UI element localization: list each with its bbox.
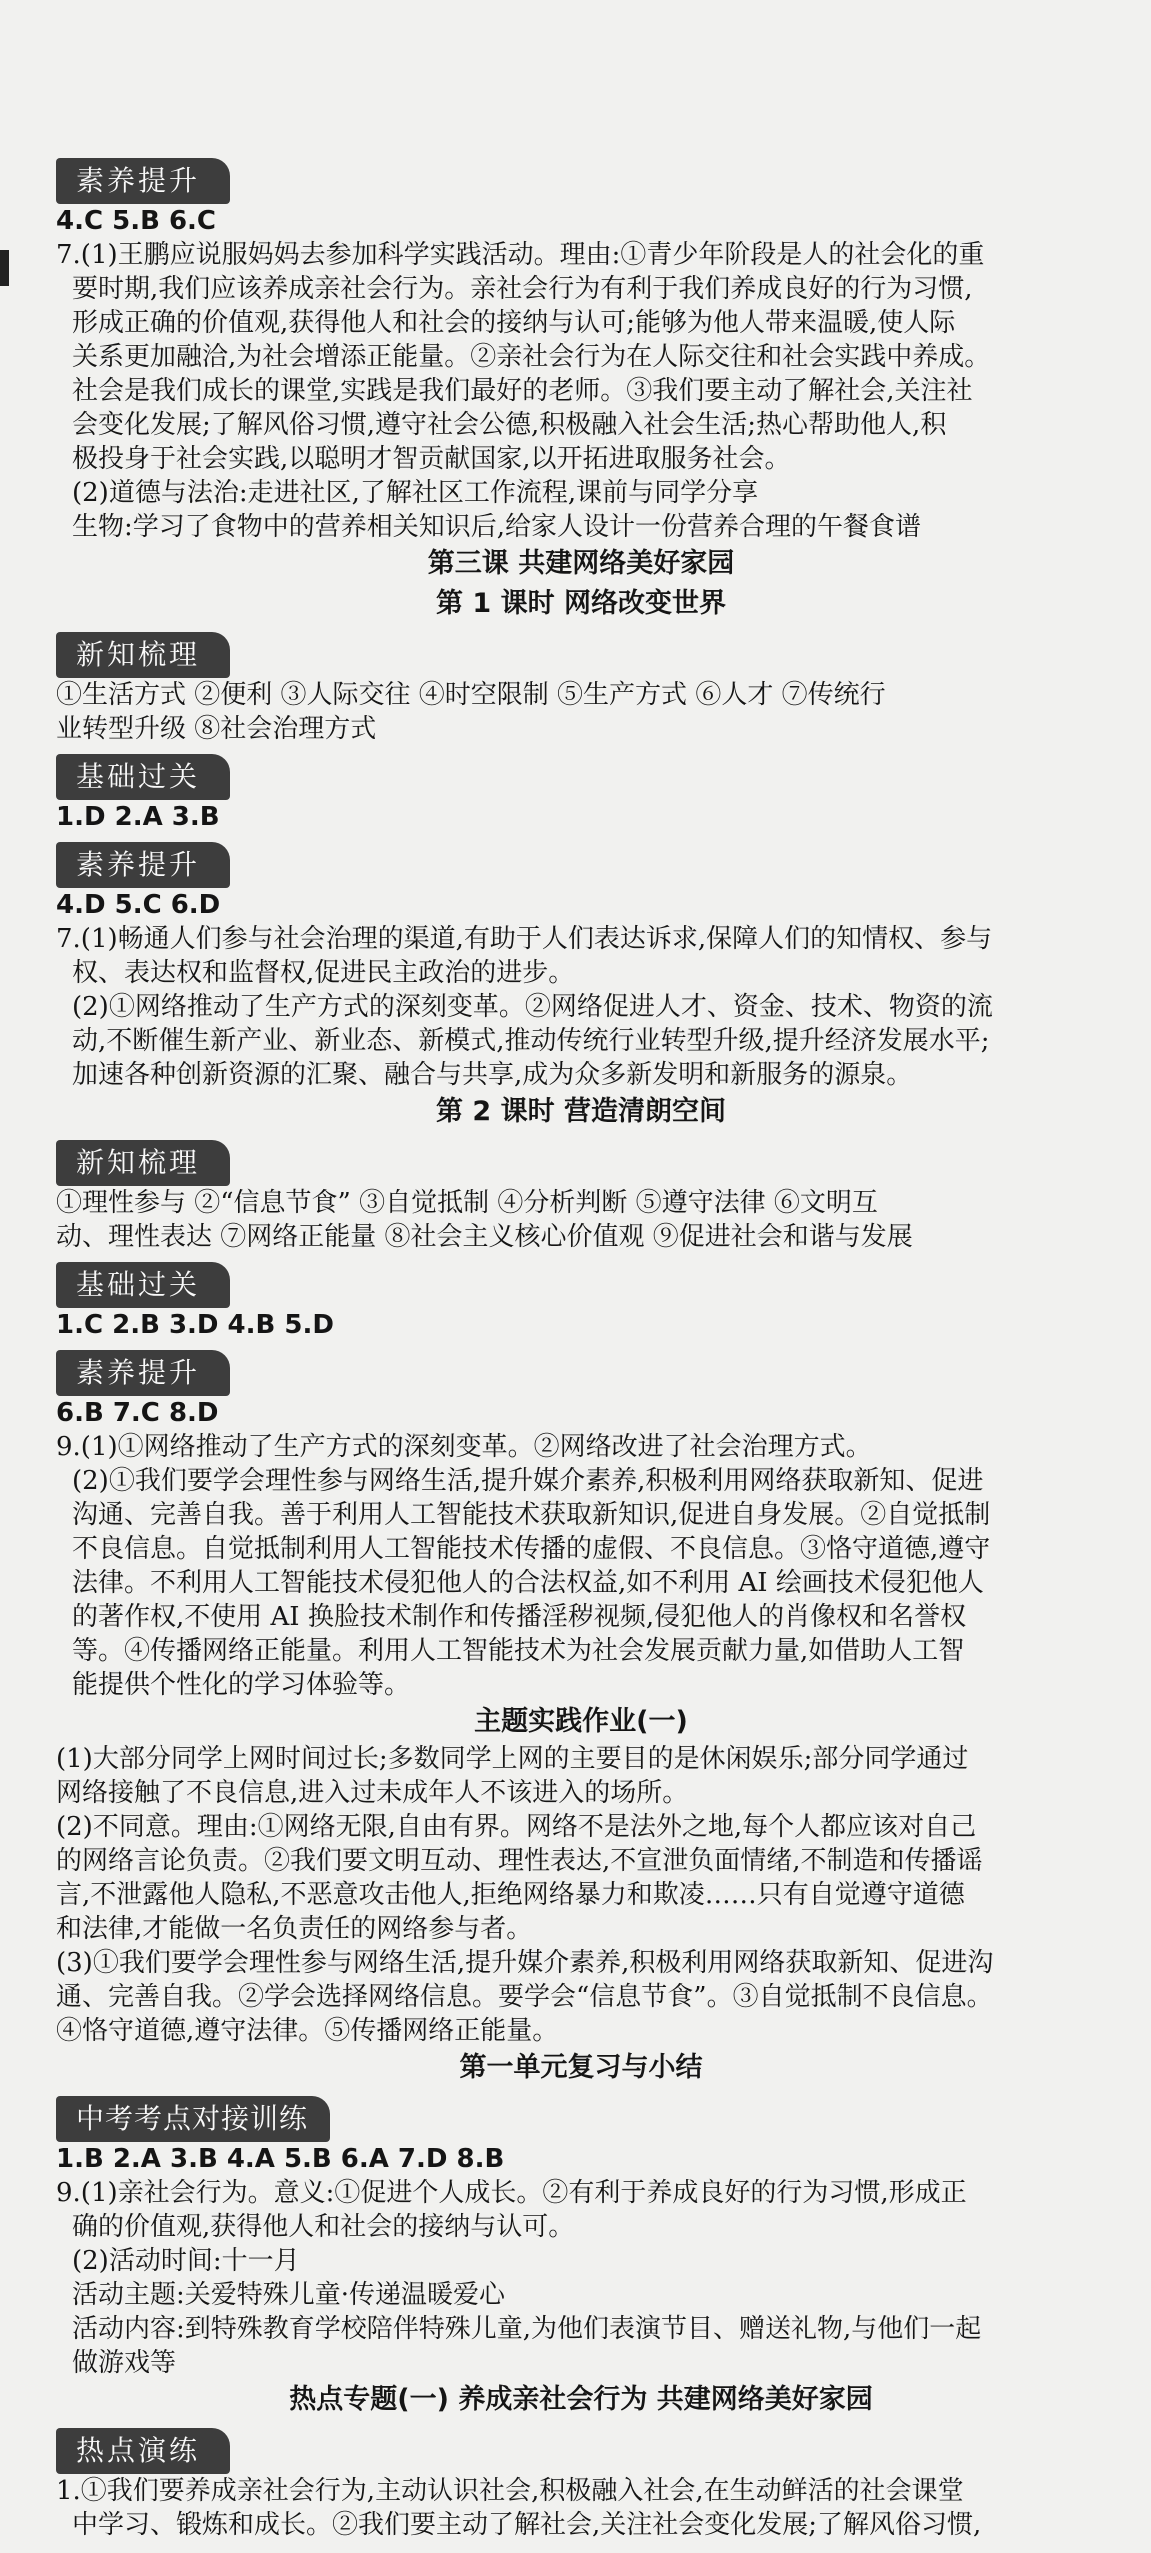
unit-q9-line: 活动内容:到特殊教育学校陪伴特殊儿童,为他们表演节目、赠送礼物,与他们一起 [72, 2314, 982, 2344]
q9-line: 法律。不利用人工智能技术侵犯他人的合法权益,如不利用 AI 绘画技术侵犯他人 [72, 1568, 984, 1598]
xinzhi2-line: 动、理性表达 ⑦网络正能量 ⑧社会主义核心价值观 ⑨促进社会和谐与发展 [56, 1222, 913, 1252]
badge-zhongkao: 中考考点对接训练 [56, 2096, 330, 2142]
badge-xinzhi-2: 新知梳理 [56, 1140, 230, 1186]
q7-line: 关系更加融洽,为社会增添正能量。②亲社会行为在人际交往和社会实践中养成。 [72, 342, 991, 372]
unit-q9-line: (2)活动时间:十一月 [72, 2246, 300, 2276]
page-content [56, 150, 1106, 2542]
unit-answers: 1.B 2.A 3.B 4.A 5.B 6.A 7.D 8.B [56, 2144, 505, 2174]
q7-line: 7.(1)王鹏应说服妈妈去参加科学实践活动。理由:①青少年阶段是人的社会化的重 [56, 240, 985, 270]
q7-line: (2)道德与法治:走进社区,了解社区工作流程,课前与同学分享 [72, 478, 759, 508]
unit-q9-line: 做游戏等 [72, 2348, 177, 2378]
practice-title: 主题实践作业(一) [474, 1706, 688, 1737]
q7-line: 极投身于社会实践,以聪明才智贡献国家,以开拓进取服务社会。 [72, 444, 791, 474]
hot-q1-line: 中学习、锻炼和成长。②我们要主动了解社会,关注社会变化发展;了解风俗习惯, [72, 2510, 982, 2540]
q9-line: 9.(1)①网络推动了生产方式的深刻变革。②网络改进了社会治理方式。 [56, 1432, 872, 1462]
badge-suyang-3: 素养提升 [56, 1350, 230, 1396]
suyang2-answers: 6.B 7.C 8.D [56, 1398, 219, 1428]
practice-line: ④恪守道德,遵守法律。⑤传播网络正能量。 [56, 2016, 559, 2046]
q9-line: 不良信息。自觉抵制利用人工智能技术传播的虚假、不良信息。③恪守道德,遵守 [72, 1534, 991, 1564]
q7-line: 动,不断催生新产业、新业态、新模式,推动传统行业转型升级,提升经济发展水平; [72, 1026, 990, 1056]
q7-line: 要时期,我们应该养成亲社会行为。亲社会行为有利于我们养成良好的行为习惯, [72, 274, 973, 304]
practice-line: 言,不泄露他人隐私,不恶意攻击他人,拒绝网络暴力和欺凌……只有自觉遵守道德 [56, 1880, 965, 1910]
practice-line: (1)大部分同学上网时间过长;多数同学上网的主要目的是休闲娱乐;部分同学通过 [56, 1744, 969, 1774]
practice-line: (2)不同意。理由:①网络无限,自由有界。网络不是法外之地,每个人都应该对自己 [56, 1812, 977, 1842]
q9-line: 的著作权,不使用 AI 换脸技术制作和传播淫秽视频,侵犯他人的肖像权和名誉权 [72, 1602, 967, 1632]
unit-q9-line: 9.(1)亲社会行为。意义:①促进个人成长。②有利于养成良好的行为习惯,形成正 [56, 2178, 967, 2208]
xinzhi2-line: ①理性参与 ②“信息节食” ③自觉抵制 ④分析判断 ⑤遵守法律 ⑥文明互 [56, 1188, 878, 1218]
jichu2-answers: 1.C 2.B 3.D 4.B 5.D [56, 1310, 334, 1340]
q7-line: 7.(1)畅通人们参与社会治理的渠道,有助于人们表达诉求,保障人们的知情权、参与 [56, 924, 993, 954]
q7-line: 权、表达权和监督权,促进民主政治的进步。 [72, 958, 575, 988]
practice-line: 通、完善自我。②学会选择网络信息。要学会“信息节食”。③自觉抵制不良信息。 [56, 1982, 993, 2012]
period-2-title: 第 2 课时 营造清朗空间 [436, 1096, 726, 1127]
badge-suyang-1: 素养提升 [56, 158, 230, 204]
q9-line: 能提供个性化的学习体验等。 [72, 1670, 411, 1700]
xinzhi-line: ①生活方式 ②便利 ③人际交往 ④时空限制 ⑤生产方式 ⑥人才 ⑦传统行 [56, 680, 886, 710]
badge-xinzhi-1: 新知梳理 [56, 632, 230, 678]
q7-line: 生物:学习了食物中的营养相关知识后,给家人设计一份营养合理的午餐食谱 [72, 512, 922, 542]
q7-line: (2)①网络推动了生产方式的深刻变革。②网络促进人才、资金、技术、物资的流 [72, 992, 993, 1022]
q7-line: 加速各种创新资源的汇聚、融合与共享,成为众多新发明和新服务的源泉。 [72, 1060, 913, 1090]
suyang-answers: 4.D 5.C 6.D [56, 890, 221, 920]
hot-q1-line: 1.①我们要养成亲社会行为,主动认识社会,积极融入社会,在生动鲜活的社会课堂 [56, 2476, 964, 2506]
hot-topic-title: 热点专题(一) 养成亲社会行为 共建网络美好家园 [289, 2384, 873, 2415]
practice-line: 的网络言论负责。②我们要文明互动、理性表达,不宣泄负面情绪,不制造和传播谣 [56, 1846, 983, 1876]
q7-line: 社会是我们成长的课堂,实践是我们最好的老师。③我们要主动了解社会,关注社 [72, 376, 973, 406]
xinzhi-line: 业转型升级 ⑧社会治理方式 [56, 714, 377, 744]
practice-line: (3)①我们要学会理性参与网络生活,提升媒介素养,积极利用网络获取新知、促进沟 [56, 1948, 994, 1978]
badge-jichu-2: 基础过关 [56, 1262, 230, 1308]
unit-review-title: 第一单元复习与小结 [459, 2052, 703, 2083]
answers-4-6: 4.C 5.B 6.C [56, 206, 216, 236]
q9-line: (2)①我们要学会理性参与网络生活,提升媒介素养,积极利用网络获取新知、促进 [72, 1466, 984, 1496]
period-1-title: 第 1 课时 网络改变世界 [436, 588, 726, 619]
badge-suyang-2: 素养提升 [56, 842, 230, 888]
badge-jichu-1: 基础过关 [56, 754, 230, 800]
badge-redian: 热点演练 [56, 2428, 230, 2474]
q9-line: 沟通、完善自我。善于利用人工智能技术获取新知识,促进自身发展。②自觉抵制 [72, 1500, 991, 1530]
jichu-answers: 1.D 2.A 3.B [56, 802, 220, 832]
q9-line: 等。④传播网络正能量。利用人工智能技术为社会发展贡献力量,如借助人工智 [72, 1636, 965, 1666]
q7-line: 形成正确的价值观,获得他人和社会的接纳与认可;能够为他人带来温暖,使人际 [72, 308, 956, 338]
margin-mark [0, 250, 9, 286]
practice-line: 网络接触了不良信息,进入过未成年人不该进入的场所。 [56, 1778, 689, 1808]
q7-line: 会变化发展;了解风俗习惯,遵守社会公德,积极融入社会生活;热心帮助他人,积 [72, 410, 947, 440]
unit-q9-line: 确的价值观,获得他人和社会的接纳与认可。 [72, 2212, 575, 2242]
unit-q9-line: 活动主题:关爱特殊儿童·传递温暖爱心 [72, 2280, 506, 2310]
lesson-title: 第三课 共建网络美好家园 [427, 548, 735, 579]
practice-line: 和法律,才能做一名负责任的网络参与者。 [56, 1914, 533, 1944]
